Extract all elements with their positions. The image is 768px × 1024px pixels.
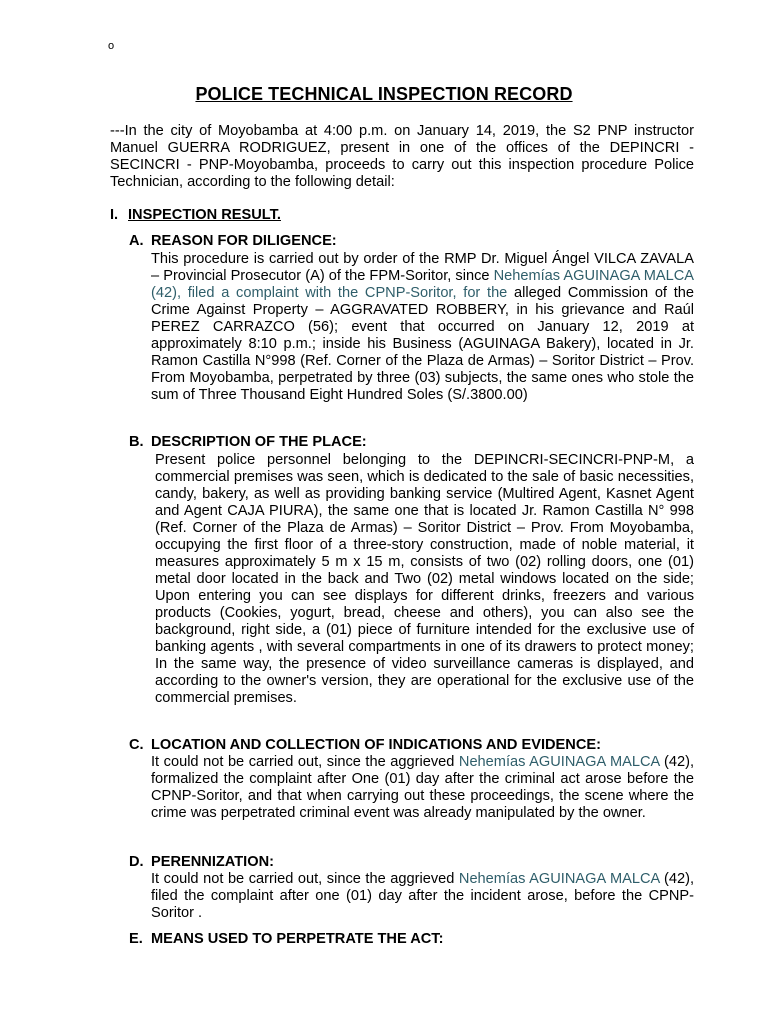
subsection-b-heading <box>129 434 367 450</box>
subsection-c-letter: C. <box>129 737 144 753</box>
a-complainant-name: Nehemías AGUINAGA MALCA (42), filed a complaint with the CPNP-Soritor, for the <box>151 268 694 301</box>
corner-mark: o <box>108 40 115 52</box>
section-i-number: I. <box>110 207 119 223</box>
subsection-e-letter: E. <box>129 931 143 947</box>
d-text-1: It could not be carried out, since the aggrieved <box>151 871 459 887</box>
subsection-d-letter: D. <box>129 854 144 870</box>
subsection-d-title: PERENNIZATION: <box>151 854 274 870</box>
section-i-title: INSPECTION RESULT. <box>128 207 281 223</box>
subsection-c-text <box>151 754 694 822</box>
subsection-a-text <box>151 251 694 404</box>
a-text-1: This procedure is carried out by order of the RMP Dr. Miguel Ángel VILCA ZAVALA – Provincial Prosecutor (A) of the FPM-Soritor, since <box>151 251 694 284</box>
subsection-a-letter: A. <box>129 233 144 249</box>
c-text-2: (42), formalized the complaint after One (01) day after the criminal act arose before the CPNP-Soritor, and that when carrying out these proceedings, the scene where the crime was perpetrated criminal event was already manipulated by the owner. <box>151 754 694 821</box>
document-title: POLICE TECHNICAL INSPECTION RECORD <box>195 84 573 104</box>
subsection-b-title: DESCRIPTION OF THE PLACE: <box>151 434 367 450</box>
subsection-d-text <box>151 871 694 922</box>
subsection-a-heading <box>129 233 337 249</box>
subsection-e-heading <box>129 931 443 947</box>
subsection-e-title: MEANS USED TO PERPETRATE THE ACT: <box>151 931 444 947</box>
subsection-a-title: REASON FOR DILIGENCE: <box>151 233 337 249</box>
subsection-c-title: LOCATION AND COLLECTION OF INDICATIONS AND EVIDENCE: <box>151 737 601 753</box>
subsection-b-text: Present police personnel belonging to the DEPINCRI-SECINCRI-PNP-M, a commercial premises was seen, which is dedicated to the sale of basic necessities, candy, bakery, as well as providing banking service (Multired Agent, Kasnet Agent and Agent CAJA PIURA), the same one that is located Jr. Ramon Castilla N° 998 (Ref. Corner of the Plaza de Armas) – Soritor District – Prov. From Moyobamba, occupying the first floor of a three-story construction, made of noble material, it measures approximately 5 m x 15 m, consists of two (02) rolling doors, one (01) metal door located in the back and Two (02) metal windows located on the side; Upon entering you can see displays for different drinks, freezers and various products (Cookies, yogurt, bread, cheese and others), you can also see the background, right side, a (01) piece of furniture intended for the exclusive use of banking agents , with several compartments in one of its drawers to protect money; In the same way, the presence of video surveillance cameras is displayed, and according to the owner's version, they are operational for the exclusive use of the commercial premises. <box>155 452 694 706</box>
subsection-b-letter: B. <box>129 434 144 450</box>
subsection-c-heading <box>129 737 601 753</box>
subsection-d-heading <box>129 854 274 870</box>
a-text-2: alleged Commission of the Crime Against Property – AGGRAVATED ROBBERY, in his grievance and Raúl PEREZ CARRAZCO (56); event that occurred on January 12, 2019 at approximately 8:10 p.m.; inside his Business (AGUINAGA Bakery), located in Jr. Ramon Castilla N°998 (Ref. Corner of the Plaza de Armas) – Soritor District – Prov. From Moyobamba, perpetrated by three (03) subjects, the same ones who stole the sum of Three Thousand Eight Hundred Soles (S/.3800.00) <box>151 285 694 403</box>
section-i-heading <box>110 207 281 223</box>
d-text-2: (42), filed the complaint after one (01) day after the incident arose, before the CPNP-Soritor . <box>151 871 694 921</box>
c-complainant-name: Nehemías AGUINAGA MALCA <box>458 754 660 770</box>
intro-paragraph: ---In the city of Moyobamba at 4:00 p.m. on January 14, 2019, the S2 PNP instructor Manuel GUERRA RODRIGUEZ, present in one of the offices of the DEPINCRI - SECINCRI - PNP-Moyobamba, proceeds to carry out this inspection procedure Police Technician, according to the following detail: <box>110 123 694 190</box>
d-complainant-name: Nehemías AGUINAGA MALCA <box>458 871 660 887</box>
c-text-1: It could not be carried out, since the aggrieved <box>151 754 459 770</box>
